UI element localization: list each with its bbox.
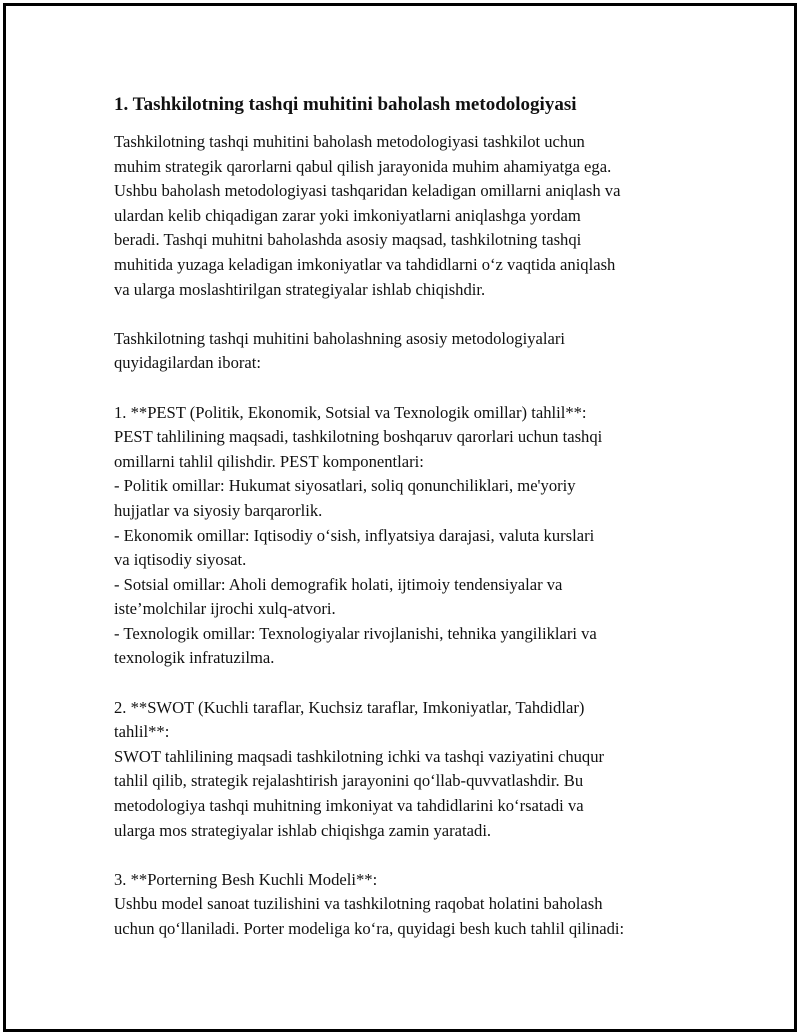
methods-intro-paragraph: Tashkilotning tashqi muhitini baholashning asosiy metodologiyalari quyidagilardan iborat: <box>114 328 565 373</box>
document-title: 1. Tashkilotning tashqi muhitini baholash metodologiyasi <box>114 94 577 115</box>
document-body <box>114 92 704 942</box>
pest-section: 1. **PEST (Politik, Ekonomik, Sotsial va Texnologik omillar) tahlil**: PEST tahlilining maqsadi, tashkilotning boshqaruv qarorlari uchun tashqi omillarni tahlil qilishdir. PEST komponentlari: - Politik omillar: Hukumat siyosatlari, soliq qonunchiliklari, me'yoriy hujjatlar va siyosiy barqarorlik. - Ekonomik omillar: Iqtisodiy o‘sish, inflyatsiya darajasi, valuta kurslari va iqtisodiy siyosat. - Sotsial omillar: Aholi demografik holati, ijtimoiy tendensiyalar va iste’molchilar ijrochi xulq-atvori. - Texnologik omillar: Texnologiyalar rivojlanishi, tehnika yangiliklari va texnologik infratuzilma. <box>114 402 603 668</box>
intro-paragraph: Tashkilotning tashqi muhitini baholash metodologiyasi tashkilot uchun muhim strategik qarorlarni qabul qilish jarayonida muhim ahamiyatga ega. Ushbu baholash metodologiyasi tashqaridan keladigan omillarni aniqlash va ulardan kelib chiqadigan zarar yoki imkoniyatlarni aniqlashga yordam beradi. Tashqi muhitni baholashda asosiy maqsad, tashkilotning tashqi muhitida yuzaga keladigan imkoniyatlar va tahdidlarni o‘z vaqtida aniqlash va ularga moslashtirilgan strategiyalar ishlab chiqishdir. <box>114 132 621 299</box>
paragraph-spacer <box>114 302 704 327</box>
swot-section: 2. **SWOT (Kuchli taraflar, Kuchsiz taraflar, Imkoniyatlar, Tahdidlar) tahlil**: SWOT tahlilining maqsadi tashkilotning ichki va tashqi vaziyatini chuqur tahlil qilib, strategik rejalashtirish jarayonini qo‘llab-quvvatlashdir. Bu metodologiya tashqi muhitning imkoniyat va tahdidlarini ko‘rsatadi va ularga mos strategiyalar ishlab chiqishga zamin yaratadi. <box>114 697 605 840</box>
paragraph-spacer <box>114 671 704 696</box>
paragraph-spacer <box>114 376 704 401</box>
porter-section: 3. **Porterning Besh Kuchli Modeli**: Ushbu model sanoat tuzilishini va tashkilotning raqobat holatini baholash uchun qo‘llaniladi. Porter modeliga ko‘ra, quyidagi besh kuch tahlil qilinadi: <box>114 869 625 938</box>
paragraph-spacer <box>114 843 704 868</box>
